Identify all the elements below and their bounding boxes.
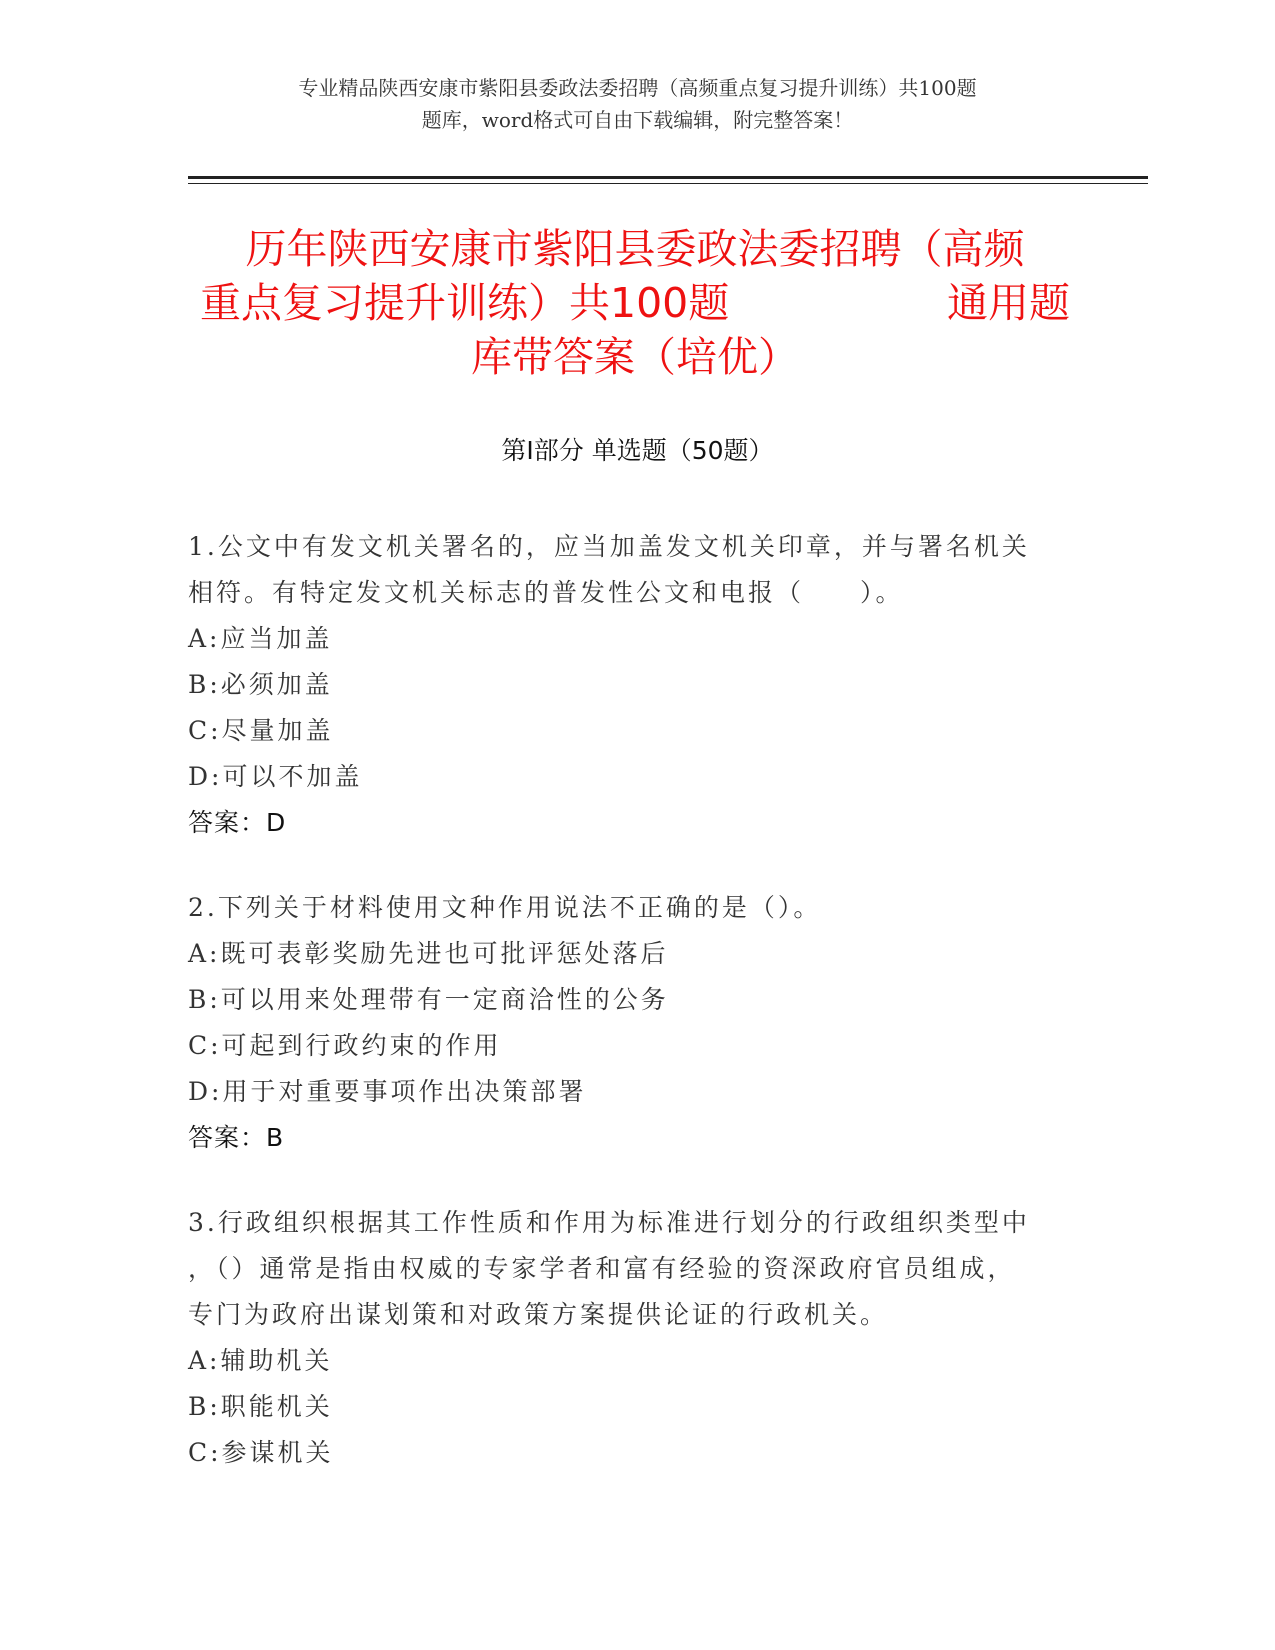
title-line-2-left: 重点复习提升训练）共100题 xyxy=(200,279,730,327)
question-stem-line: 专门为政府出谋划策和对政策方案提供论证的行政机关。 xyxy=(188,1300,889,1329)
answer: 答案：D xyxy=(188,808,287,837)
header-line-2: 题库，word格式可自由下载编辑，附完整答案！ xyxy=(421,108,854,132)
option-a: A:应当加盖 xyxy=(188,624,333,653)
option-a: A:辅助机关 xyxy=(188,1346,333,1375)
question-stem-line: 相符。有特定发文机关标志的普发性公文和电报（ ）。 xyxy=(188,578,904,607)
title-line-2 xyxy=(200,276,1070,330)
header-divider-thin xyxy=(188,183,1148,184)
question-stem xyxy=(188,1200,1088,1338)
option-d: D:可以不加盖 xyxy=(188,762,363,791)
option-b: B:必须加盖 xyxy=(188,670,333,699)
option-c: C:参谋机关 xyxy=(188,1438,334,1467)
title-line-1: 历年陕西安康市紫阳县委政法委招聘（高频 xyxy=(245,225,1025,273)
question-1 xyxy=(188,524,1088,846)
option-a: A:既可表彰奖励先进也可批评惩处落后 xyxy=(188,939,669,968)
answer: 答案：B xyxy=(188,1123,285,1152)
question-2 xyxy=(188,885,1088,1161)
header-line-1: 专业精品陕西安康市紫阳县委政法委招聘（高频重点复习提升训练）共100题 xyxy=(298,76,977,100)
option-c: C:可起到行政约束的作用 xyxy=(188,1031,502,1060)
question-stem xyxy=(188,885,1088,931)
section-heading: 第Ⅰ部分 单选题（50题） xyxy=(501,436,774,465)
option-b: B:可以用来处理带有一定商洽性的公务 xyxy=(188,985,669,1014)
option-b: B:职能机关 xyxy=(188,1392,333,1421)
header-divider-thick xyxy=(188,176,1148,179)
title-line-3: 库带答案（培优） xyxy=(471,333,799,381)
option-d: D:用于对重要事项作出决策部署 xyxy=(188,1077,587,1106)
document-title xyxy=(200,222,1070,384)
question-stem-line: 2.下列关于材料使用文种作用说法不正确的是（）。 xyxy=(188,893,822,922)
title-line-2-right: 通用题 xyxy=(947,279,1070,327)
question-3 xyxy=(188,1200,1088,1476)
question-stem-line: 1.公文中有发文机关署名的，应当加盖发文机关印章，并与署名机关 xyxy=(188,532,1030,561)
question-stem xyxy=(188,524,1088,616)
option-c: C:尽量加盖 xyxy=(188,716,334,745)
question-stem-line: 3.行政组织根据其工作性质和作用为标准进行划分的行政组织类型中 xyxy=(188,1208,1030,1237)
question-stem-line: ，（）通常是指由权威的专家学者和富有经验的资深政府官员组成， xyxy=(188,1254,1016,1283)
